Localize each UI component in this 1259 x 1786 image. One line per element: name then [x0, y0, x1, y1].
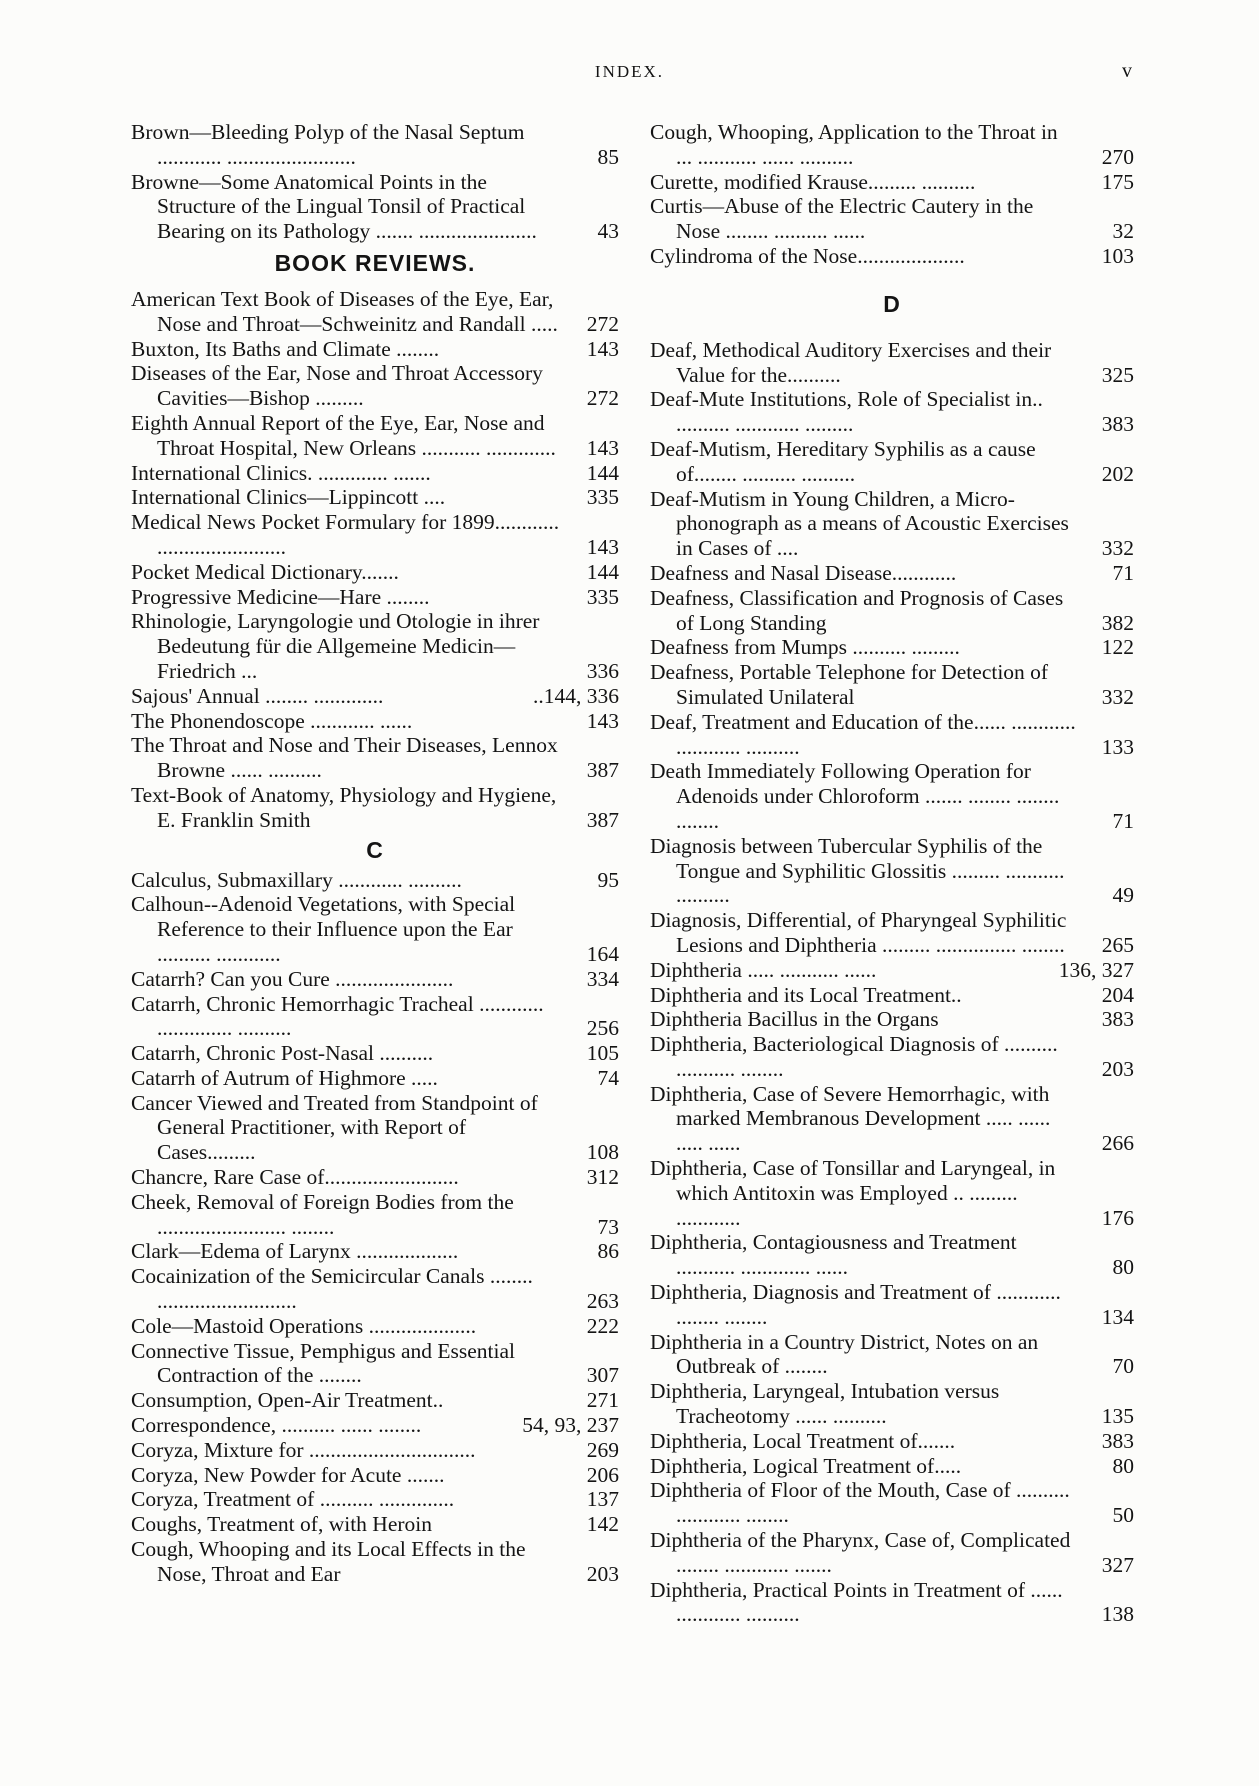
index-entry-pages: 70 — [1112, 1354, 1134, 1379]
index-entry — [131, 1512, 619, 1537]
index-entry-text: Cough, Whooping and its Local Effects in the Nose, Throat and Ear — [131, 1537, 526, 1586]
index-entry-text: Consumption, Open-Air Treatment.. — [131, 1388, 444, 1413]
index-entry — [131, 1239, 619, 1264]
index-entry-pages: 49 — [1112, 883, 1134, 908]
index-entry — [650, 759, 1134, 833]
index-entry-pages: 332 — [1101, 684, 1134, 709]
index-entry — [650, 660, 1134, 710]
index-entry-pages: 103 — [1101, 243, 1134, 268]
index-entry — [131, 585, 619, 610]
index-entry-pages: 138 — [1101, 1602, 1134, 1627]
index-entry — [650, 983, 1134, 1008]
right-c-entries — [650, 120, 1134, 269]
index-entry-pages: 307 — [586, 1363, 619, 1388]
index-entry-text: Buxton, Its Baths and Climate ........ — [131, 336, 440, 361]
index-entry-pages: 54, 93, 237 — [522, 1413, 619, 1438]
index-entry-pages: 271 — [586, 1388, 619, 1413]
index-entry — [131, 411, 619, 461]
index-entry-text: Diphtheria, Case of Severe Hemorrhagic, with marked Membranous Development ..... ...... ..... ...... — [650, 1081, 1051, 1156]
index-entry — [650, 120, 1134, 170]
index-entry — [650, 1330, 1134, 1380]
index-entry-pages: 325 — [1101, 362, 1134, 387]
index-entry-pages: 272 — [586, 311, 619, 336]
index-entry — [131, 1463, 619, 1488]
index-entry — [131, 361, 619, 411]
index-entry — [650, 586, 1134, 636]
index-entry — [131, 287, 619, 337]
index-entry-text: Diphtheria of the Pharynx, Case of, Complicated ........ ............ ....... — [650, 1528, 1071, 1577]
index-entry-text: International Clinics. ............. ....... — [131, 460, 431, 485]
index-entry-text: The Throat and Nose and Their Diseases, Lennox Browne ...... .......... — [131, 733, 558, 783]
index-entry-pages: 222 — [586, 1313, 619, 1338]
index-entry-pages: 265 — [1101, 932, 1134, 957]
index-entry-text: Catarrh, Chronic Hemorrhagic Tracheal ............ .............. .......... — [131, 991, 544, 1041]
index-entry-text: Diphtheria, Local Treatment of....... — [650, 1428, 956, 1453]
index-entry-pages: 383 — [1101, 412, 1134, 437]
index-entry-text: Death Immediately Following Operation for Adenoids under Chloroform ....... ........ ........ ........ — [650, 759, 1060, 833]
index-entry-pages: 263 — [586, 1289, 619, 1314]
index-entry — [650, 1230, 1134, 1280]
index-entry-pages: 335 — [586, 485, 619, 510]
index-entry-pages: 334 — [586, 966, 619, 991]
index-entry — [650, 1379, 1134, 1429]
index-entry-text: Eighth Annual Report of the Eye, Ear, Nose and Throat Hospital, New Orleans ........... ............. — [131, 410, 556, 460]
index-entry-pages: 143 — [586, 708, 619, 733]
index-entry-text: Catarrh of Autrum of Highmore ..... — [131, 1065, 438, 1090]
index-entry-pages: 383 — [1101, 1428, 1134, 1453]
index-entry-text: Diagnosis between Tubercular Syphilis of the Tongue and Syphilitic Glossitis ......... ........... .......... — [650, 833, 1065, 908]
index-entry-text: Calhoun--Adenoid Vegetations, with Special Reference to their Influence upon the Ear .......... ............ — [131, 892, 516, 966]
index-entry-text: Diagnosis, Differential, of Pharyngeal Syphilitic Lesions and Diphtheria ......... ............... ........ — [650, 908, 1067, 957]
index-entry — [131, 1487, 619, 1512]
index-entry-text: Deaf-Mute Institutions, Role of Specialist in.. .......... ............ ......... — [650, 387, 1043, 437]
index-entry-pages: 32 — [1112, 219, 1134, 244]
index-entry — [131, 1091, 619, 1165]
index-entry-pages: 332 — [1101, 536, 1134, 561]
index-entry-pages: 80 — [1112, 1255, 1134, 1280]
index-entry-text: Diseases of the Ear, Nose and Throat Accessory Cavities—Bishop ......... — [131, 361, 543, 411]
index-entry-pages: 105 — [586, 1041, 619, 1066]
left-column — [131, 120, 619, 1587]
index-entry-pages: 143 — [586, 534, 619, 559]
index-entry-text: Cole—Mastoid Operations .................... — [131, 1313, 477, 1338]
index-entry-text: The Phonendoscope ............ ...... — [131, 708, 413, 733]
index-entry — [650, 908, 1134, 958]
d-entries-list — [650, 338, 1134, 1627]
index-entry-text: Deaf-Mutism, Hereditary Syphilis as a cause of........ .......... .......... — [650, 436, 1036, 486]
index-entry-text: Deafness, Classification and Prognosis of Cases of Long Standing — [650, 585, 1064, 635]
index-entry — [650, 1007, 1134, 1032]
index-entry-text: Text-Book of Anatomy, Physiology and Hygiene, E. Franklin Smith — [131, 782, 557, 832]
index-entry-pages: 143 — [586, 435, 619, 460]
index-entry — [650, 1280, 1134, 1330]
index-entry — [131, 1413, 619, 1438]
index-entry — [650, 1429, 1134, 1454]
index-entry — [650, 834, 1134, 908]
index-entry-text: Diphtheria, Diagnosis and Treatment of ............ ........ ........ — [650, 1280, 1061, 1329]
index-entry — [650, 1032, 1134, 1082]
index-entry-pages: 135 — [1101, 1404, 1134, 1429]
index-entry — [650, 338, 1134, 388]
index-entry-text: Calculus, Submaxillary ............ .......... — [131, 867, 462, 892]
index-entry-text: Diphtheria of Floor of the Mouth, Case of .......... ............ ........ — [650, 1478, 1070, 1528]
index-entry-pages: 335 — [586, 584, 619, 609]
index-entry-pages: 43 — [597, 219, 619, 244]
index-entry — [131, 170, 619, 244]
index-entry-pages: 270 — [1101, 144, 1134, 169]
index-entry-pages: 133 — [1101, 734, 1134, 759]
index-entry — [131, 1438, 619, 1463]
index-entry — [131, 461, 619, 486]
index-entry — [131, 560, 619, 585]
index-entry-text: Diphtheria, Practical Points in Treatment of ...... ............ .......... — [650, 1577, 1063, 1627]
index-entry-pages: 73 — [597, 1214, 619, 1239]
index-entry-text: Deafness from Mumps .......... ......... — [650, 635, 960, 660]
index-entry-text: Diphtheria ..... ........... ...... — [650, 957, 877, 982]
index-entry — [131, 992, 619, 1042]
index-entry-text: International Clinics—Lippincott .... — [131, 485, 446, 510]
index-entry — [131, 868, 619, 893]
right-column — [650, 120, 1134, 1627]
index-entry-text: Coughs, Treatment of, with Heroin — [131, 1512, 432, 1537]
left-top-entries — [131, 120, 619, 244]
index-entry — [131, 1339, 619, 1389]
index-entry-text: Progressive Medicine—Hare ........ — [131, 584, 430, 609]
index-entry-pages: 143 — [586, 336, 619, 361]
index-entry — [650, 387, 1134, 437]
index-entry — [131, 783, 619, 833]
index-entry-pages: 272 — [586, 386, 619, 411]
index-entry-pages: 204 — [1101, 982, 1134, 1007]
index-entry — [131, 967, 619, 992]
index-entry-text: Deafness, Portable Telephone for Detection of Simulated Unilateral — [650, 660, 1049, 709]
index-entry — [131, 1537, 619, 1587]
index-entry-pages: 108 — [586, 1140, 619, 1165]
index-entry-pages: 203 — [1101, 1056, 1134, 1081]
index-entry-pages: 269 — [586, 1437, 619, 1462]
index-entry-pages: 382 — [1101, 610, 1134, 635]
index-entry-text: Catarrh, Chronic Post-Nasal .......... — [131, 1041, 434, 1066]
index-entry-text: Correspondence, .......... ...... ........ — [131, 1413, 422, 1438]
index-entry — [650, 1156, 1134, 1230]
index-entry — [131, 1165, 619, 1190]
index-entry — [650, 1578, 1134, 1628]
index-entry — [131, 510, 619, 560]
index-entry-pages: 202 — [1101, 461, 1134, 486]
index-entry — [650, 487, 1134, 561]
index-entry-text: Coryza, Treatment of .......... .............. — [131, 1487, 455, 1512]
index-entry-text: Brown—Bleeding Polyp of the Nasal Septum ............ ........................ — [131, 120, 525, 169]
index-entry-text: Medical News Pocket Formulary for 1899............ ........................ — [131, 510, 560, 559]
index-entry-text: Cocainization of the Semicircular Canals ........ .......................... — [131, 1264, 533, 1314]
index-entry-pages: 71 — [1112, 560, 1134, 585]
index-entry-pages: 74 — [597, 1065, 619, 1090]
index-entry-text: Curtis—Abuse of the Electric Cautery in the Nose ........ .......... ...... — [650, 194, 1034, 244]
index-entry — [650, 1454, 1134, 1479]
index-entry-pages: 206 — [586, 1462, 619, 1487]
index-entry-pages: 95 — [597, 867, 619, 892]
index-entry — [131, 733, 619, 783]
index-entry — [131, 485, 619, 510]
index-entry-text: Diphtheria, Logical Treatment of..... — [650, 1453, 962, 1478]
index-entry-text: Diphtheria, Case of Tonsillar and Laryngeal, in which Antitoxin was Employed .. ......... ............ — [650, 1156, 1056, 1230]
index-entry-text: Coryza, Mixture for ............................... — [131, 1437, 476, 1462]
letter-d-heading: D — [883, 290, 901, 317]
index-entry-pages: 175 — [1101, 169, 1134, 194]
index-entry-pages: 50 — [1112, 1503, 1134, 1528]
index-entry-text: Deaf, Treatment and Education of the...... ............ ............ .......... — [650, 709, 1076, 759]
index-entry — [131, 1041, 619, 1066]
index-entry — [131, 684, 619, 709]
index-entry — [650, 1478, 1134, 1528]
index-entry-text: Pocket Medical Dictionary....... — [131, 559, 399, 584]
index-entry — [650, 635, 1134, 660]
index-entry — [650, 958, 1134, 983]
index-entry-text: Connective Tissue, Pemphigus and Essential Contraction of the ........ — [131, 1338, 516, 1388]
index-entry-text: Clark—Edema of Larynx ................... — [131, 1239, 459, 1264]
index-entry-pages: 136, 327 — [1058, 957, 1134, 982]
index-entry-pages: 336 — [586, 658, 619, 683]
index-entry — [650, 170, 1134, 195]
index-entry — [131, 1314, 619, 1339]
index-entry-pages: 85 — [597, 144, 619, 169]
c-entries-list — [131, 868, 619, 1587]
index-entry-pages: ..144, 336 — [533, 683, 619, 708]
index-entry-pages: 142 — [586, 1512, 619, 1537]
index-entry-pages: 80 — [1112, 1453, 1134, 1478]
index-entry — [650, 1528, 1134, 1578]
index-entry — [650, 1082, 1134, 1156]
index-entry-pages: 387 — [586, 758, 619, 783]
index-entry-text: Chancre, Rare Case of......................... — [131, 1165, 459, 1190]
index-entry-text: Rhinologie, Laryngologie und Otologie in ihrer Bedeutung für die Allgemeine Medicin—Friedrich ... — [131, 609, 540, 683]
index-entry — [650, 244, 1134, 269]
index-entry-pages: 71 — [1112, 808, 1134, 833]
index-entry-text: Browne—Some Anatomical Points in the Structure of the Lingual Tonsil of Practical Bearing on its Pathology ....... ...................... — [131, 169, 537, 244]
index-entry-text: Diphtheria, Laryngeal, Intubation versus Tracheotomy ...... .......... — [650, 1379, 1000, 1429]
index-entry-pages: 266 — [1101, 1131, 1134, 1156]
index-entry-text: Diphtheria, Contagiousness and Treatment ........... ............. ...... — [650, 1230, 1017, 1280]
index-entry — [131, 892, 619, 966]
index-entry — [131, 709, 619, 734]
index-entry-pages: 256 — [586, 1016, 619, 1041]
index-entry-text: Catarrh? Can you Cure ...................... — [131, 966, 454, 991]
index-entry-pages: 86 — [597, 1239, 619, 1264]
index-entry-pages: 144 — [586, 460, 619, 485]
index-entry-pages: 122 — [1101, 635, 1134, 660]
index-entry-text: Diphtheria and its Local Treatment.. — [650, 982, 962, 1007]
index-entry-pages: 176 — [1101, 1205, 1134, 1230]
index-entry-text: Diphtheria Bacillus in the Organs — [650, 1007, 939, 1032]
index-entry-pages: 164 — [586, 941, 619, 966]
index-entry — [650, 561, 1134, 586]
index-entry-text: Diphtheria in a Country District, Notes on an Outbreak of ........ — [650, 1329, 1039, 1379]
index-entry-pages: 312 — [586, 1165, 619, 1190]
index-entry-text: Cylindroma of the Nose.................... — [650, 243, 965, 268]
index-entry-text: Deaf, Methodical Auditory Exercises and their Value for the.......... — [650, 337, 1052, 387]
index-entry-text: Curette, modified Krause......... .......... — [650, 169, 976, 194]
book-reviews-list — [131, 287, 619, 833]
index-entry — [650, 710, 1134, 760]
index-entry-text: American Text Book of Diseases of the Eye, Ear, Nose and Throat—Schweinitz and Randall ..... — [131, 286, 558, 336]
book-reviews-heading: BOOK REVIEWS. — [274, 249, 476, 276]
index-entry-pages: 327 — [1101, 1552, 1134, 1577]
index-entry-pages: 137 — [586, 1487, 619, 1512]
index-entry — [131, 120, 619, 170]
index-entry-text: Cheek, Removal of Foreign Bodies from the ........................ ........ — [131, 1189, 514, 1239]
index-entry — [131, 609, 619, 683]
index-entry-text: Sajous' Annual ........ ............. — [131, 683, 384, 708]
index-entry — [131, 337, 619, 362]
index-entry — [650, 194, 1134, 244]
index-entry-text: Cough, Whooping, Application to the Throat in ... ........... ...... .......... — [650, 120, 1058, 169]
index-entry — [650, 437, 1134, 487]
running-head: INDEX. — [594, 62, 665, 81]
index-entry-pages: 144 — [586, 559, 619, 584]
index-entry-pages: 387 — [586, 807, 619, 832]
index-entry-text: Coryza, New Powder for Acute ....... — [131, 1462, 445, 1487]
index-entry-text: Diphtheria, Bacteriological Diagnosis of .......... ........... ........ — [650, 1032, 1058, 1081]
index-entry-text: Deaf-Mutism in Young Children, a Micro-phonograph as a means of Acoustic Exercises in Cases of .... — [650, 486, 1069, 561]
index-entry — [131, 1388, 619, 1413]
page-number: v — [1122, 60, 1132, 82]
letter-c-heading: C — [366, 836, 384, 863]
index-entry-pages: 203 — [586, 1561, 619, 1586]
index-entry-pages: 383 — [1101, 1007, 1134, 1032]
index-entry-text: Cancer Viewed and Treated from Standpoint of General Practitioner, with Report of Cases......... — [131, 1090, 538, 1165]
index-entry-text: Deafness and Nasal Disease............ — [650, 560, 957, 585]
index-entry-pages: 134 — [1101, 1304, 1134, 1329]
index-entry — [131, 1264, 619, 1314]
index-entry — [131, 1190, 619, 1240]
index-entry — [131, 1066, 619, 1091]
